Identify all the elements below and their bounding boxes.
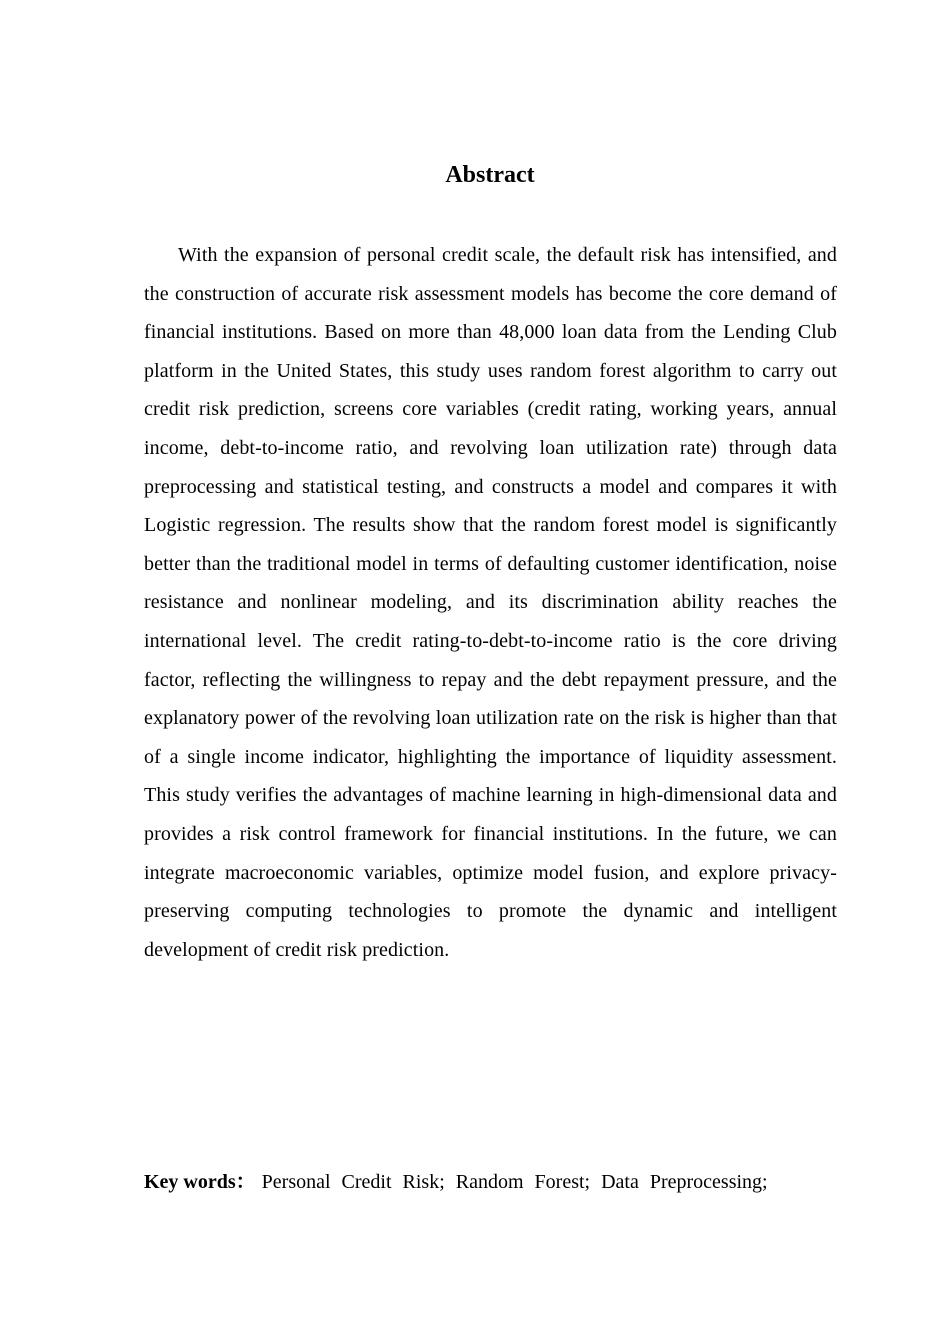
- keywords-line: [144, 1163, 837, 1201]
- abstract-body: With the expansion of personal credit scale, the default risk has intensified, and the construction of accurate risk assessment models has become the core demand of financial institutions. Based on more than 48,000 loan data from the Lending Club platform in the United States, this study uses random forest algorithm to carry out credit risk prediction, screens core variables (credit rating, working years, annual income, debt-to-income ratio, and revolving loan utilization rate) through data preprocessing and statistical testing, and constructs a model and compares it with Logistic regression. The results show that the random forest model is significantly better than the traditional model in terms of defaulting customer identification, noise resistance and nonlinear modeling, and its discrimination ability reaches the international level. The credit rating-to-debt-to-income ratio is the core driving factor, reflecting the willingness to repay and the debt repayment pressure, and the explanatory power of the revolving loan utilization rate on the risk is higher than that of a single income indicator, highlighting the importance of liquidity assessment. This study verifies the advantages of machine learning in high-dimensional data and provides a risk control framework for financial institutions. In the future, we can integrate macroeconomic variables, optimize model fusion, and explore privacy-preserving computing technologies to promote the dynamic and intelligent development of credit risk prediction.: [144, 244, 837, 961]
- keywords-separator: ：: [235, 1171, 256, 1193]
- keywords-label: Key words: [144, 1171, 236, 1193]
- abstract-title: Abstract: [445, 162, 535, 188]
- keywords-text: Personal Credit Risk; Random Forest; Data Preprocessing;: [261, 1171, 768, 1193]
